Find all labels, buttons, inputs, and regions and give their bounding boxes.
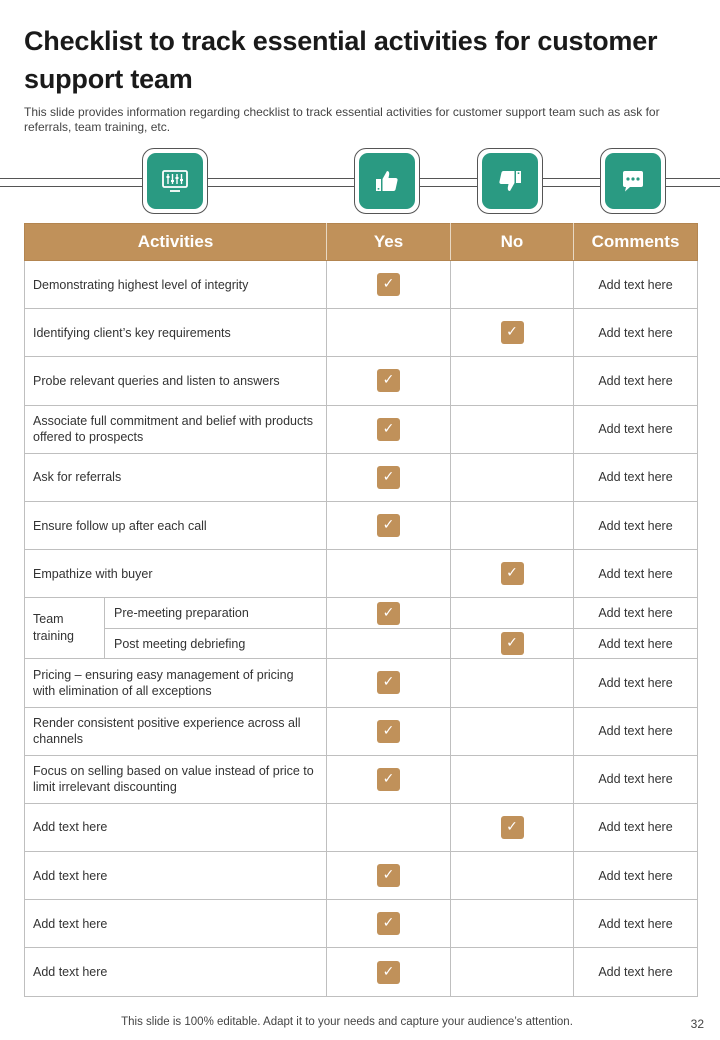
thumbs-up-icon xyxy=(372,166,402,196)
checkbox-checked-icon[interactable]: ✓ xyxy=(377,602,400,625)
yes-cell xyxy=(327,803,451,851)
equalizer-icon xyxy=(160,166,190,196)
comment-cell: Add text here xyxy=(574,453,698,501)
table-row xyxy=(25,628,698,659)
checkbox-checked-icon[interactable]: ✓ xyxy=(377,273,400,296)
checklist-body xyxy=(25,261,698,997)
no-cell xyxy=(451,707,574,755)
checkbox-checked-icon[interactable]: ✓ xyxy=(377,768,400,791)
table-row xyxy=(25,405,698,453)
activity-cell: Probe relevant queries and listen to answers xyxy=(25,357,327,405)
activity-cell: Ensure follow up after each call xyxy=(25,501,327,549)
header-no: No xyxy=(451,224,574,261)
comment-cell: Add text here xyxy=(574,659,698,707)
activity-cell: Pre-meeting preparation xyxy=(105,598,327,629)
yes-cell xyxy=(327,550,451,598)
table-row xyxy=(25,550,698,598)
comment-cell: Add text here xyxy=(574,900,698,948)
comment-cell: Add text here xyxy=(574,261,698,309)
checkbox-checked-icon[interactable]: ✓ xyxy=(377,418,400,441)
comment-cell: Add text here xyxy=(574,501,698,549)
table-row xyxy=(25,707,698,755)
table-row xyxy=(25,755,698,803)
comment-cell: Add text here xyxy=(574,755,698,803)
no-cell xyxy=(451,628,574,659)
comment-cell: Add text here xyxy=(574,405,698,453)
no-cell xyxy=(451,309,574,357)
comment-cell: Add text here xyxy=(574,598,698,629)
checkbox-checked-icon[interactable]: ✓ xyxy=(377,864,400,887)
table-row xyxy=(25,309,698,357)
no-cell xyxy=(451,405,574,453)
checkbox-checked-icon[interactable]: ✓ xyxy=(377,720,400,743)
comment-cell: Add text here xyxy=(574,357,698,405)
no-cell xyxy=(451,755,574,803)
yes-cell xyxy=(327,852,451,900)
checkbox-checked-icon[interactable]: ✓ xyxy=(377,514,400,537)
checkbox-checked-icon[interactable]: ✓ xyxy=(501,816,524,839)
table-row xyxy=(25,501,698,549)
yes-cell xyxy=(327,707,451,755)
yes-cell xyxy=(327,598,451,629)
yes-cell xyxy=(327,309,451,357)
no-cell xyxy=(451,453,574,501)
table-row xyxy=(25,659,698,707)
activity-cell: Ask for referrals xyxy=(25,453,327,501)
checkbox-checked-icon[interactable]: ✓ xyxy=(377,369,400,392)
activity-cell: Associate full commitment and belief with products offered to prospects xyxy=(25,405,327,453)
table-row xyxy=(25,803,698,851)
comment-cell: Add text here xyxy=(574,707,698,755)
no-cell xyxy=(451,948,574,996)
activity-cell: Add text here xyxy=(25,803,327,851)
table-row xyxy=(25,598,698,629)
no-cell xyxy=(451,803,574,851)
page-title: Checklist to track essential activities for customer support team xyxy=(24,26,658,94)
table-row xyxy=(25,900,698,948)
page-subtitle: This slide provides information regarding checklist to track essential activities for customer support team such as ask for referrals, team training, etc. xyxy=(24,105,660,134)
table-row xyxy=(25,357,698,405)
comment-cell: Add text here xyxy=(574,803,698,851)
header-comments: Comments xyxy=(574,224,698,261)
no-cell xyxy=(451,357,574,405)
activity-cell: Empathize with buyer xyxy=(25,550,327,598)
comment-cell: Add text here xyxy=(574,948,698,996)
comment-cell: Add text here xyxy=(574,852,698,900)
activity-cell: Add text here xyxy=(25,852,327,900)
icon-tile-no xyxy=(477,148,543,214)
yes-cell xyxy=(327,357,451,405)
group-label: Team training xyxy=(25,598,105,659)
table-row xyxy=(25,261,698,309)
table-row xyxy=(25,453,698,501)
comment-cell: Add text here xyxy=(574,628,698,659)
header-activities: Activities xyxy=(25,224,327,261)
checkbox-checked-icon[interactable]: ✓ xyxy=(377,961,400,984)
no-cell xyxy=(451,598,574,629)
activity-cell: Post meeting debriefing xyxy=(105,628,327,659)
yes-cell xyxy=(327,628,451,659)
table-row xyxy=(25,852,698,900)
checklist-table xyxy=(24,223,698,997)
page-number: 32 xyxy=(690,1017,704,1031)
checkbox-checked-icon[interactable]: ✓ xyxy=(501,562,524,585)
checkbox-checked-icon[interactable]: ✓ xyxy=(377,466,400,489)
icon-tile-yes xyxy=(354,148,420,214)
checkbox-checked-icon[interactable]: ✓ xyxy=(377,912,400,935)
footer-note: This slide is 100% editable. Adapt it to your needs and capture your audience’s attention. xyxy=(121,1016,573,1028)
yes-cell xyxy=(327,501,451,549)
activity-cell: Pricing – ensuring easy management of pricing with elimination of all exceptions xyxy=(25,659,327,707)
activity-cell: Focus on selling based on value instead of price to limit irrelevant discounting xyxy=(25,755,327,803)
checkbox-checked-icon[interactable]: ✓ xyxy=(501,632,524,655)
no-cell xyxy=(451,550,574,598)
yes-cell xyxy=(327,453,451,501)
no-cell xyxy=(451,501,574,549)
activity-cell: Add text here xyxy=(25,900,327,948)
yes-cell xyxy=(327,755,451,803)
yes-cell xyxy=(327,659,451,707)
no-cell xyxy=(451,261,574,309)
comment-cell: Add text here xyxy=(574,309,698,357)
checkbox-checked-icon[interactable]: ✓ xyxy=(377,671,400,694)
thumbs-down-icon xyxy=(495,166,525,196)
comment-cell: Add text here xyxy=(574,550,698,598)
yes-cell xyxy=(327,405,451,453)
no-cell xyxy=(451,659,574,707)
activity-cell: Add text here xyxy=(25,948,327,996)
header-yes: Yes xyxy=(327,224,451,261)
activity-cell: Identifying client’s key requirements xyxy=(25,309,327,357)
icon-tile-comments xyxy=(600,148,666,214)
no-cell xyxy=(451,852,574,900)
no-cell xyxy=(451,900,574,948)
table-row xyxy=(25,948,698,996)
icon-tile-activities xyxy=(142,148,208,214)
yes-cell xyxy=(327,948,451,996)
activity-cell: Demonstrating highest level of integrity xyxy=(25,261,327,309)
checkbox-checked-icon[interactable]: ✓ xyxy=(501,321,524,344)
yes-cell xyxy=(327,261,451,309)
yes-cell xyxy=(327,900,451,948)
chat-bubble-icon xyxy=(618,166,648,196)
activity-cell: Render consistent positive experience across all channels xyxy=(25,707,327,755)
